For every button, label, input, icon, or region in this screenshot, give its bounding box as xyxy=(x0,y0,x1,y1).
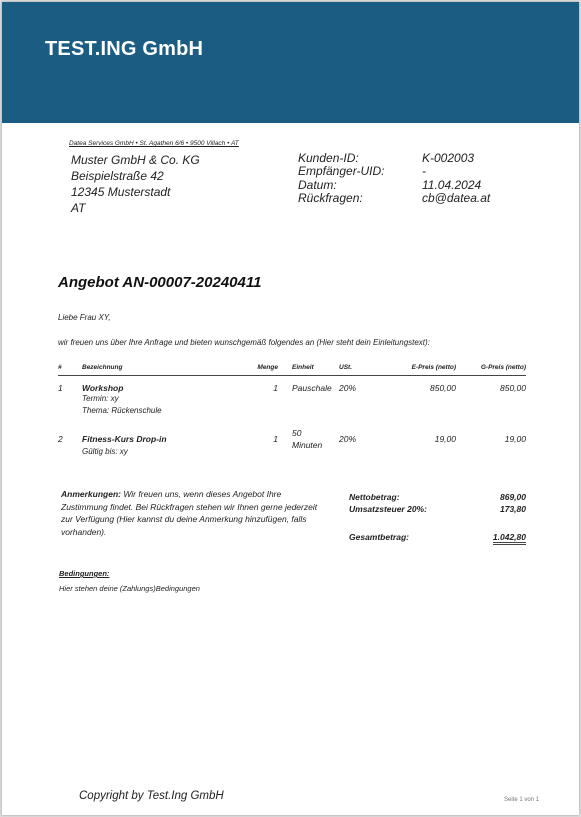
recipient-address xyxy=(71,152,200,216)
totals-row xyxy=(349,492,526,504)
table-row xyxy=(58,383,526,423)
meta-value: K-002003 xyxy=(422,151,475,165)
row-num: 2 xyxy=(58,434,63,444)
vat-value: 173,80 xyxy=(500,504,526,514)
net-label: Nettobetrag: xyxy=(349,492,400,502)
row-tax: 20% xyxy=(339,383,357,393)
row-unit xyxy=(292,427,322,451)
table-row xyxy=(58,428,526,464)
col-unit-price-header: E-Preis (netto) xyxy=(411,364,456,371)
recipient-line: Muster GmbH & Co. KG xyxy=(71,153,200,167)
row-num: 1 xyxy=(58,383,63,393)
meta-label: Kunden-ID: xyxy=(298,151,359,165)
document-page xyxy=(2,2,579,815)
recipient-line: AT xyxy=(71,201,86,215)
row-unit-line: Minuten xyxy=(292,440,323,450)
meta-value: 11.04.2024 xyxy=(422,177,482,192)
vat-label: Umsatzsteuer 20%: xyxy=(349,504,427,514)
row-unit-line: 50 xyxy=(292,428,302,438)
net-value: 869,00 xyxy=(500,492,526,502)
header-banner xyxy=(2,2,579,123)
table-header xyxy=(58,364,526,376)
col-qty-header: Menge xyxy=(257,364,278,371)
row-total-price: 850,00 xyxy=(500,383,526,393)
footer-copyright: Copyright by Test.Ing GmbH xyxy=(79,790,224,802)
col-name-header: Bezeichnung xyxy=(82,364,123,371)
conditions-text: Hier stehen deine (Zahlungs)Bedingungen xyxy=(59,584,200,593)
row-name: Workshop xyxy=(82,383,124,393)
total-label: Gesamtbetrag: xyxy=(349,532,409,542)
row-qty: 1 xyxy=(273,434,278,444)
row-detail: Termin: xy xyxy=(82,394,119,403)
row-name-block xyxy=(82,383,162,416)
col-unit-header: Einheit xyxy=(292,364,314,371)
row-detail: Thema: Rückenschule xyxy=(82,405,162,415)
totals-row xyxy=(349,532,526,544)
row-unit: Pauschale xyxy=(292,383,332,393)
col-num-header: # xyxy=(58,364,62,371)
company-name: TEST.ING GmbH xyxy=(45,38,204,60)
row-tax: 20% xyxy=(339,434,357,444)
meta-value: cb@datea.at xyxy=(422,190,491,205)
meta-label: Rückfragen: xyxy=(298,190,363,205)
meta-row xyxy=(298,152,490,165)
intro-text: wir freuen uns über Ihre Anfrage und bieten wunschgemäß folgendes an (Hier steht dein Einleitungstext): xyxy=(58,338,430,347)
row-name-block xyxy=(82,434,167,458)
document-title: Angebot AN-00007-20240411 xyxy=(58,274,262,291)
greeting: Liebe Frau XY, xyxy=(58,313,111,322)
row-qty: 1 xyxy=(273,383,278,393)
meta-label: Datum: xyxy=(298,177,337,192)
col-tax-header: USt. xyxy=(339,364,352,371)
meta-info xyxy=(298,152,490,205)
row-total-price: 19,00 xyxy=(504,434,526,444)
meta-row xyxy=(298,179,490,192)
recipient-line: 12345 Musterstadt xyxy=(71,185,171,199)
remarks-text: Wir freuen uns, wenn dieses Angebot Ihre Zustimmung findet. Bei Rückfragen stehen wir Ihnen gerne jederzeit zur Verfügung (Hier kannst du deine Anmerkung hinzufügen, falls vorhanden). xyxy=(61,489,318,537)
row-unit-price: 19,00 xyxy=(434,434,456,444)
sender-line: Datea Services GmbH • St. Agathen 6/6 • 9500 Villach • AT xyxy=(69,140,239,147)
page-number: Seite 1 von 1 xyxy=(504,797,540,803)
meta-value: - xyxy=(422,164,426,179)
recipient-line: Beispielstraße 42 xyxy=(71,169,164,183)
remarks-block xyxy=(61,488,319,538)
meta-row xyxy=(298,165,490,178)
row-detail: Gültig bis: xy xyxy=(82,447,128,456)
row-unit-price: 850,00 xyxy=(430,383,456,393)
col-total-price-header: G-Preis (netto) xyxy=(480,364,526,371)
remarks-label: Anmerkungen: xyxy=(61,489,121,499)
row-name: Fitness-Kurs Drop-in xyxy=(82,434,167,444)
total-value: 1.042,80 xyxy=(493,532,526,545)
conditions-label: Bedingungen: xyxy=(59,569,110,578)
meta-label: Empfänger-UID: xyxy=(298,164,385,179)
meta-row xyxy=(298,192,490,205)
totals-block xyxy=(349,492,526,544)
totals-row xyxy=(349,504,526,516)
